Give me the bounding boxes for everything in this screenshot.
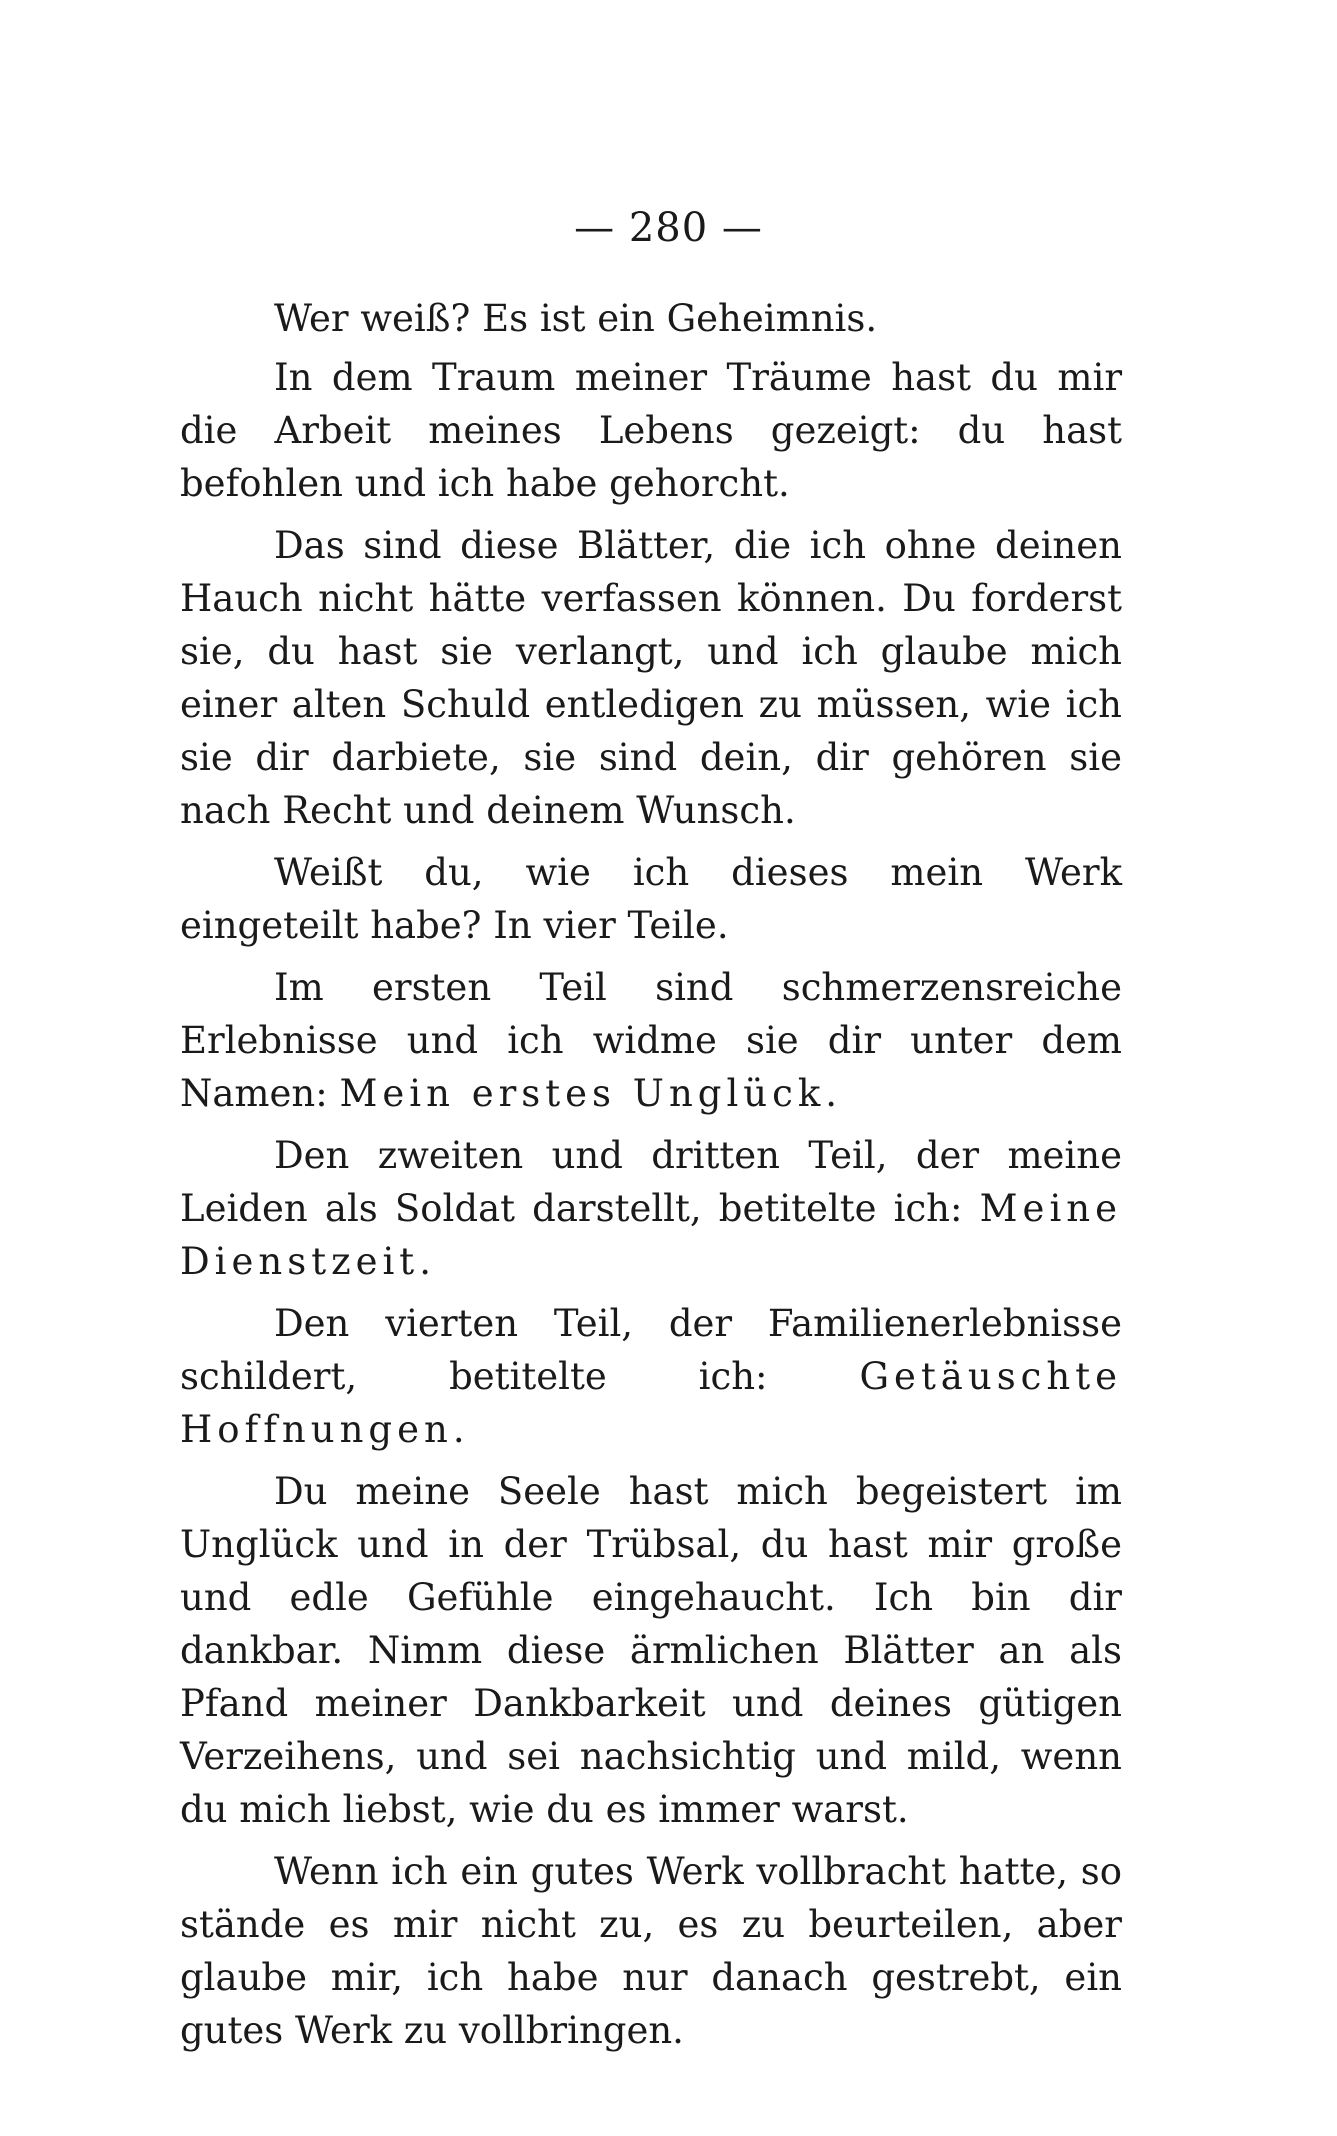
title-part-one: Mein erstes Unglück — [339, 1072, 826, 1115]
paragraph-6 — [180, 1129, 1122, 1288]
title-part-two: Meine Dienstzeit — [180, 1187, 1122, 1283]
paragraph-3: Das sind diese Blätter, die ich ohne deinen Hauch nicht hätte verfassen können. Du forderst sie, du hast sie verlangt, und ich glaube mich einer alten Schuld entledigen zu müssen, wie ich sie dir darbiete, sie sind dein, dir gehören sie nach Recht und deinem Wunsch. — [180, 524, 1122, 832]
paragraph-7-text: Den vierten Teil, der Familienerlebnisse schildert, betitelte ich: — [180, 1302, 1122, 1398]
page-number: — 280 — — [574, 205, 763, 251]
paragraph-8: Du meine Seele hast mich begeistert im Unglück und in der Trübsal, du hast mir große und edle Gefühle eingehaucht. Ich bin dir dankbar. Nimm diese ärmlichen Blätter an als Pfand meiner Dankbarkeit und deines gütigen Verzeihens, und sei nachsichtig und mild, wenn du mich liebst, wie du es immer warst. — [180, 1470, 1122, 1831]
paragraph-6-end: . — [419, 1240, 431, 1283]
paragraph-9: Wenn ich ein gutes Werk vollbracht hatte, so stände es mir nicht zu, es zu beurteilen, aber glaube mir, ich habe nur danach gestrebt, ein gutes Werk zu vollbringen. — [180, 1850, 1122, 2052]
paragraph-6-text: Den zweiten und dritten Teil, der meine Leiden als Soldat darstellt, betitelte ich: — [180, 1134, 1122, 1230]
paragraph-4: Weißt du, wie ich dieses mein Werk eingeteilt habe? In vier Teile. — [180, 851, 1122, 947]
title-part-four: Getäuschte Hoffnungen — [180, 1355, 1122, 1451]
paragraph-5-end: . — [825, 1072, 838, 1115]
paragraph-5 — [180, 961, 1122, 1120]
paragraph-2: In dem Traum meiner Träume hast du mir die Arbeit meines Lebens gezeigt: du hast befohlen und ich habe gehorcht. — [180, 356, 1122, 505]
body-text — [180, 292, 1122, 2066]
paragraph-1: Wer weiß? Es ist ein Geheimnis. — [274, 297, 878, 340]
paragraph-7-end: . — [452, 1408, 465, 1451]
paragraph-5-text: Im ersten Teil sind schmerzensreiche Erlebnisse und ich widme sie dir unter dem Namen: — [180, 966, 1122, 1115]
paragraph-7 — [180, 1297, 1122, 1456]
